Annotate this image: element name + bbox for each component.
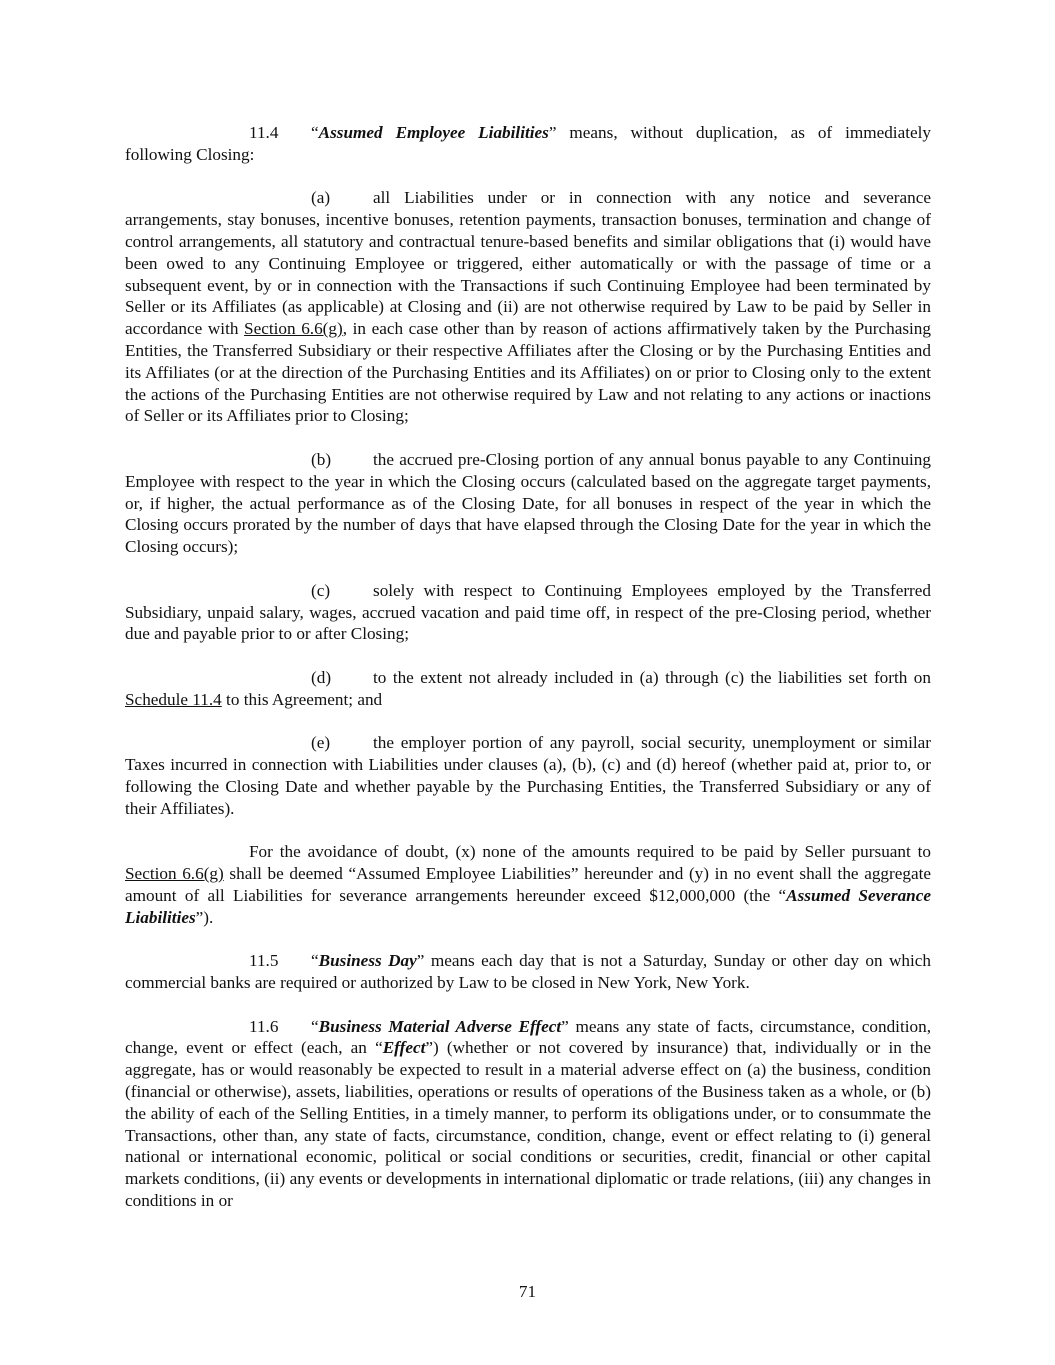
clause-b [125,449,931,558]
clause-a [125,187,931,427]
definition-text: ” means, without duplication, as of immediately following Closing: [125,123,931,164]
section-reference: Section 6.6(g) [125,864,224,884]
paragraph-text: shall be deemed “Assumed Employee Liabilities” hereunder and (y) in no event shall the aggregate amount of all Liabilities for severance arrangements hereunder exceed $12,000,000 (the “ [125,864,931,905]
clause-text: the employer portion of any payroll, social security, unemployment or similar Taxes incurred in connection with Liabilities under clauses (a), (b), (c) and (d) hereof (whether paid at, prior to, or following the Closing Date and whether payable by the Purchasing Entities, the Transferred Subsidiary or any of their Affiliates). [125,733,931,818]
definition-text: ” means any state of facts, circumstance, condition, change, event or effect (each, an “ [125,1016,931,1058]
clause-label: (d) [311,667,332,687]
section-reference: Section 6.6(g) [244,319,343,339]
defined-term: Assumed Employee Liabilities [318,123,549,142]
clause-c [125,580,931,645]
document-page [125,122,931,1234]
schedule-reference: Schedule 11.4 [125,689,222,709]
clause-text: solely with respect to Continuing Employees employed by the Transferred Subsidiary, unpaid salary, wages, accrued vacation and paid time off, in respect of the pre-Closing period, whether due and payable prior to or after Closing; [125,580,931,644]
defined-term: Business Day [318,951,417,971]
clause-text: to this Agreement; and [221,689,383,709]
open-quote: “ [311,951,319,971]
section-number: 11.5 [249,951,279,971]
clause-label: (c) [311,580,331,600]
open-quote: “ [311,123,319,142]
clause-text: all Liabilities under or in connection with any notice and severance arrangements, stay bonuses, incentive bonuses, retention payments, transaction bonuses, termination and change of control arrangements, all statutory and contractual tenure-based benefits and similar obligations that (i) would have been owed to any Continuing Employee or triggered, either automatically or with the passage of time or a subsequent event, by or in connection with the Transactions if such Continuing Employee had been terminated by Seller or its Affiliates (as applicable) at Closing and (ii) are not otherwise required by Law to be paid by Seller in accordance with [125,188,931,339]
page-number: 71 [518,1282,537,1301]
section-11-6 [125,1016,931,1212]
paragraph-text: ”). [195,907,214,927]
clause-d [125,667,931,711]
definition-text: ”) (whether or not covered by insurance) that, individually or in the aggregate, has or would reasonably be expected to result in a material adverse effect on (a) the business, condition (financial or otherwise), assets, liabilities, operations or results of operations of the Business taken as a whole, or (b) the ability of each of the Selling Entities, in a timely manner, to perform its obligations under, or to consummate the Transactions, other than, any state of facts, circumstance, condition, change, event or effect relating to (i) general national or international economic, political or social conditions or securities, credit, financial or other capital markets conditions, (ii) any events or developments in international diplomatic or trade relations, (iii) any changes in conditions in or [125,1038,931,1211]
defined-term: Assumed Severance Liabilities [125,885,931,927]
clause-label: (b) [311,449,332,469]
defined-term: Effect [382,1038,426,1058]
clause-text: to the extent not already included in (a) through (c) the liabilities set forth on [373,667,931,687]
section-11-4 [125,122,931,166]
clause-text: the accrued pre-Closing portion of any annual bonus payable to any Continuing Employee with respect to the year in which the Closing occurs (calculated based on the aggregate target payments, or, if higher, the actual performance as of the Closing Date, for all bonuses in respect of the year in which the Closing occurs prorated by the number of days that have elapsed through the Closing Date for the year in which the Closing occurs); [125,449,931,557]
section-number: 11.6 [249,1016,279,1036]
definition-text: ” means each day that is not a Saturday, Sunday or other day on which commercial banks are required or authorized by Law to be closed in New York, New York. [125,951,932,993]
clause-text: , in each case other than by reason of actions affirmatively taken by the Purchasing Entities, the Transferred Subsidiary or their respective Affiliates after the Closing or by the Purchasing Entities and its Affiliates (or at the direction of the Purchasing Entities and its Affiliates) on or prior to Closing only to the extent the actions of the Purchasing Entities are not otherwise required by Law and not relating to any actions or inactions of Seller or its Affiliates prior to Closing; [125,319,931,426]
open-quote: “ [311,1016,319,1036]
defined-term: Business Material Adverse Effect [318,1016,562,1036]
section-11-5 [125,950,931,994]
clause-label: (a) [311,188,331,208]
paragraph-text: For the avoidance of doubt, (x) none of the amounts required to be paid by Seller pursuant to [249,842,931,862]
section-number: 11.4 [249,123,279,142]
clause-e [125,732,931,819]
clause-label: (e) [311,733,331,753]
avoidance-paragraph [125,841,931,928]
